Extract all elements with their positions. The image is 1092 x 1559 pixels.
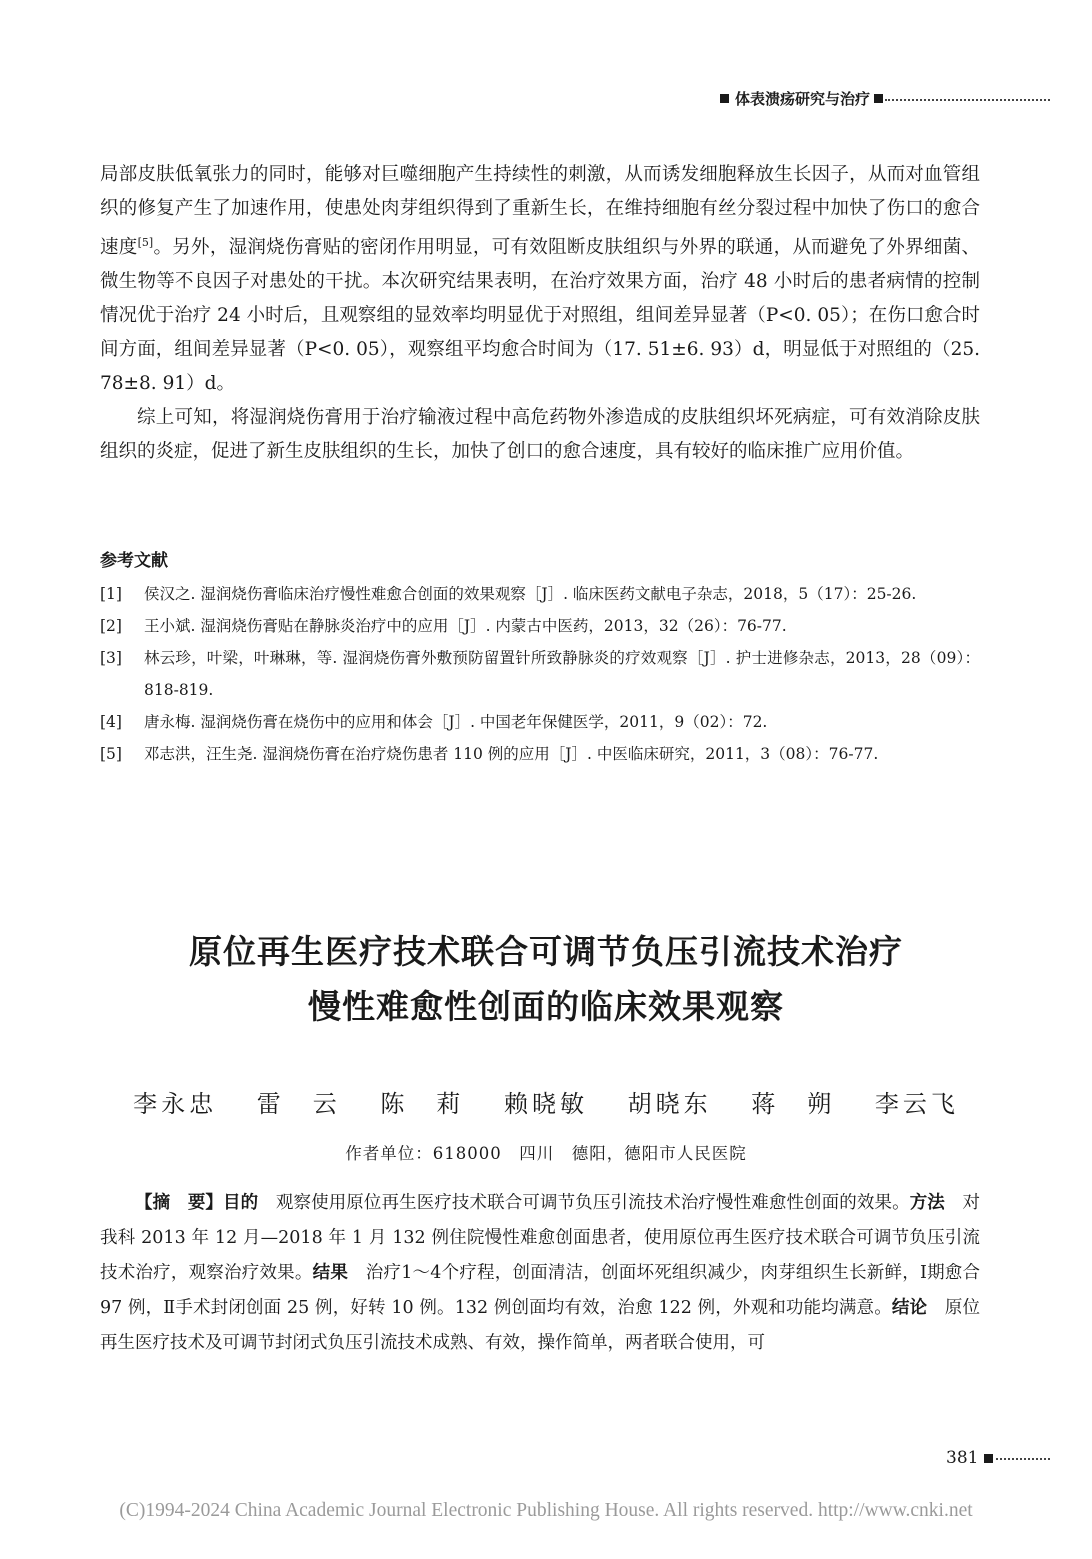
reference-item: [3] 林云珍，叶梁，叶琳琳，等. 湿润烧伤膏外敷预防留置针所致静脉炎的疗效观察［J］. 护士进修杂志，2013，28（09）：818-819. [100,649,980,699]
running-head-title: 体表溃疡研究与治疗 [735,90,871,108]
reference-item: [4] 唐永梅. 湿润烧伤膏在烧伤中的应用和体会［J］. 中国老年保健医学，2011，9（02）：72. [100,713,768,731]
author: 李云飞 [874,1090,959,1118]
title-line: 原位再生医疗技术联合可调节负压引流技术治疗 [189,932,903,971]
citation: [5] [137,236,154,249]
square-bullet-icon [720,94,729,103]
references-heading: 参考文献 [100,551,168,571]
page-number-footer [946,1448,1050,1468]
aim-text: 观察使用原位再生医疗技术联合可调节负压引流技术治疗慢性难愈性创面的效果。 [258,1193,910,1213]
affiliation: 作者单位：618000 四川 德阳，德阳市人民医院 [345,1144,747,1163]
reference-item: [5] 邓志洪，汪生尧. 湿润烧伤膏在治疗烧伤患者 110 例的应用［J］. 中医临床研究，2011，3（08）：76-77. [100,745,879,763]
reference-item: [1] 侯汉之. 湿润烧伤膏临床治疗慢性难愈合创面的效果观察［J］. 临床医药文献电子杂志，2018，5（17）：25-26. [100,585,917,603]
reference-item: [2] 王小斌. 湿润烧伤膏贴在静脉炎治疗中的应用［J］. 内蒙古中医药，2013，32（26）：76-77. [100,617,787,635]
square-bullet-icon [984,1454,993,1463]
author: 蒋 朔 [751,1090,836,1118]
conclusion-label: 结论 [891,1298,928,1318]
reference-list [100,578,980,770]
author: 赖晓敏 [504,1090,588,1118]
author-list [60,1084,1032,1119]
result-text: 治疗1～4个疗程，创面清洁，创面坏死组织减少，肉芽组织生长新鲜，Ⅰ期愈合 97 例，Ⅱ手术封闭创面 25 例，好转 10 例。132 例创面均有效，治愈 122 例，外观和功能均满意。 [100,1263,981,1318]
conclusion-text: 原位再生医疗技术及可调节封闭式负压引流技术成熟、有效，操作简单，两者联合使用，可 [100,1298,981,1353]
method-label: 方法 [909,1193,945,1213]
copyright-watermark: (C)1994-2024 China Academic Journal Electronic Publishing House. All rights reserved. http://www.cnki.net [119,1500,973,1521]
author: 陈 莉 [380,1090,465,1118]
dotted-leader [885,99,1050,101]
paragraph: 综上可知，将湿润烧伤膏用于治疗输液过程中高危药物外渗造成的皮肤组织坏死病症，可有效消除皮肤组织的炎症，促进了新生皮肤组织的生长，加快了创口的愈合速度，具有较好的临床推广应用价值。 [100,407,980,463]
author: 雷 云 [256,1090,341,1118]
running-head [720,88,1050,109]
method-text: 对我科 2013 年 12 月—2018 年 1 月 132 例住院慢性难愈创面患者，使用原位再生医疗技术联合可调节负压引流技术治疗，观察治疗效果。 [100,1193,981,1283]
result-label: 结果 [312,1263,349,1283]
title-line: 慢性难愈性创面的临床效果观察 [308,987,784,1026]
article-title [60,924,1032,1034]
abstract-label: 【摘 要】 [135,1193,224,1213]
dotted-leader [996,1458,1050,1460]
author: 李永忠 [133,1090,218,1118]
square-bullet-icon [874,94,883,103]
page-number: 381 [946,1448,979,1468]
previous-article-body [100,158,980,469]
author: 胡晓东 [627,1090,712,1118]
paragraph: 局部皮肤低氧张力的同时，能够对巨噬细胞产生持续性的刺激，从而诱发细胞释放生长因子，从而对血管组织的修复产生了加速作用，使患处肉芽组织得到了重新生长，在维持细胞有丝分裂过程中加快了伤口的愈合速度[5]。另外，湿润烧伤膏贴的密闭作用明显，可有效阻断皮肤组织与外界的联通，从而避免了外界细菌、微生物等不良因子对患处的干扰。本次研究结果表明，在治疗效果方面，治疗 48 小时后的患者病情的控制情况优于治疗 24 小时后，且观察组的显效率均明显优于对照组，组间差异显著（P<0. 05）；在伤口愈合时间方面，组间差异显著（P<0. 05），观察组平均愈合时间为（17. 51±6. 93）d，明显低于对照组的（25. 78±8. 91）d。 [100,164,980,395]
aim-label: 目的 [223,1193,259,1213]
abstract [100,1186,980,1361]
